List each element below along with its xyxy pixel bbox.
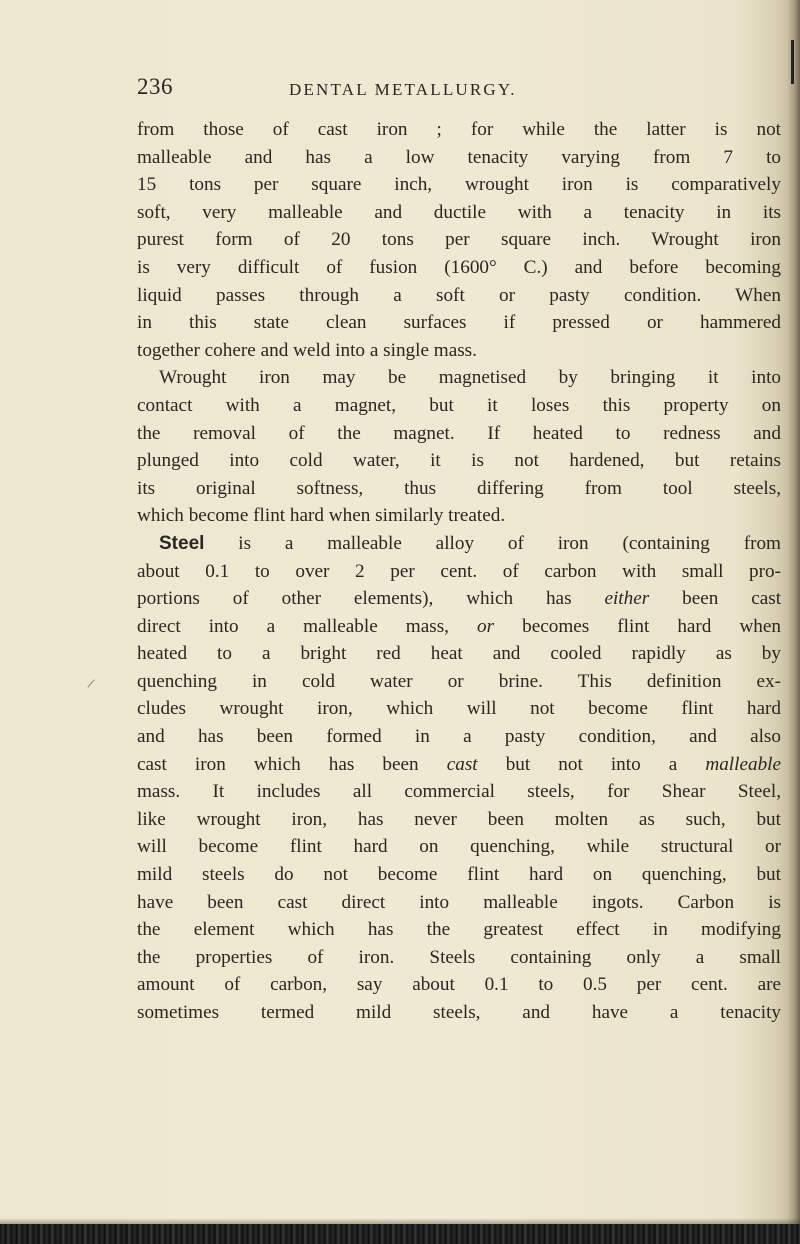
text-line: 15 tons per square inch, wrought iron is comparatively [137, 174, 781, 196]
page-edge [786, 0, 800, 1244]
text-line [137, 585, 781, 613]
text-line: malleable and has a low tenacity varying from 7 to [137, 146, 781, 168]
emphasis: cast [446, 753, 478, 775]
text-line: amount of carbon, say about 0.1 to 0.5 per cent. are [137, 974, 781, 996]
text-line: its original softness, thus differing from tool steels, [137, 477, 781, 499]
text-line: the removal of the magnet. If heated to redness and [137, 422, 781, 444]
body-text [137, 116, 781, 1027]
text-line: contact with a magnet, but it loses this property on [137, 394, 781, 416]
emphasis: malleable [705, 753, 781, 775]
text-line [137, 613, 781, 641]
text-span: becomes flint hard when [522, 615, 781, 637]
text-span: but not into a [505, 753, 678, 775]
text-line: mild steels do not become flint hard on quenching, but [137, 864, 781, 886]
text-line [137, 751, 781, 779]
text-line: heated to a bright red heat and cooled rapidly as by [137, 643, 781, 665]
text-line: purest form of 20 tons per square inch. Wrought iron [137, 229, 781, 251]
text-line: sometimes termed mild steels, and have a tenacity [137, 1002, 781, 1023]
text-span: is a malleable alloy of iron (containing from [238, 532, 781, 554]
text-line: liquid passes through a soft or pasty condition. When [137, 284, 781, 306]
text-span: direct into a malleable mass, [137, 615, 449, 637]
text-line: mass. It includes all commercial steels, for Shear Steel, [137, 781, 781, 803]
text-line: Wrought iron may be magnetised by bringing it into [159, 367, 781, 389]
text-line: together cohere and weld into a single mass. [137, 339, 477, 361]
text-line [137, 530, 781, 558]
text-span: portions of other elements), which has [137, 588, 572, 610]
text-line: plunged into cold water, it is not hardened, but retains [137, 450, 781, 472]
text-line: quenching in cold water or brine. This definition ex- [137, 670, 781, 692]
text-line: from those of cast iron ; for while the latter is not [137, 119, 781, 140]
emphasis: either [604, 588, 650, 610]
text-line: like wrought iron, has never been molten as such, but [137, 808, 781, 830]
text-line: cludes wrought iron, which will not become flint hard [137, 698, 781, 720]
page-header [137, 70, 777, 104]
page-number: 236 [137, 74, 173, 99]
text-line: which become flint hard when similarly treated. [137, 505, 506, 527]
page-bottom-edge [0, 1224, 800, 1244]
text-line: about 0.1 to over 2 per cent. of carbon with small pro- [137, 560, 781, 582]
edge-mark [791, 40, 794, 84]
text-span: cast iron which has been [137, 753, 419, 775]
text-span: been cast [682, 588, 781, 610]
text-line: is very difficult of fusion (1600° C.) and before becoming [137, 256, 781, 278]
text-line: and has been formed in a pasty condition, and also [137, 726, 781, 748]
text-line: the element which has the greatest effect in modifying [137, 919, 781, 941]
text-line: the properties of iron. Steels containing only a small [137, 946, 781, 968]
section-lead: Steel [159, 532, 205, 554]
emphasis: or [477, 615, 495, 637]
text-line: soft, very malleable and ductile with a tenacity in its [137, 201, 781, 223]
running-head: DENTAL METALLURGY. [289, 80, 517, 99]
text-line: have been cast direct into malleable ingots. Carbon is [137, 891, 781, 913]
text-line: in this state clean surfaces if pressed or hammered [137, 312, 781, 334]
text-line: will become flint hard on quenching, while structural or [137, 836, 781, 858]
